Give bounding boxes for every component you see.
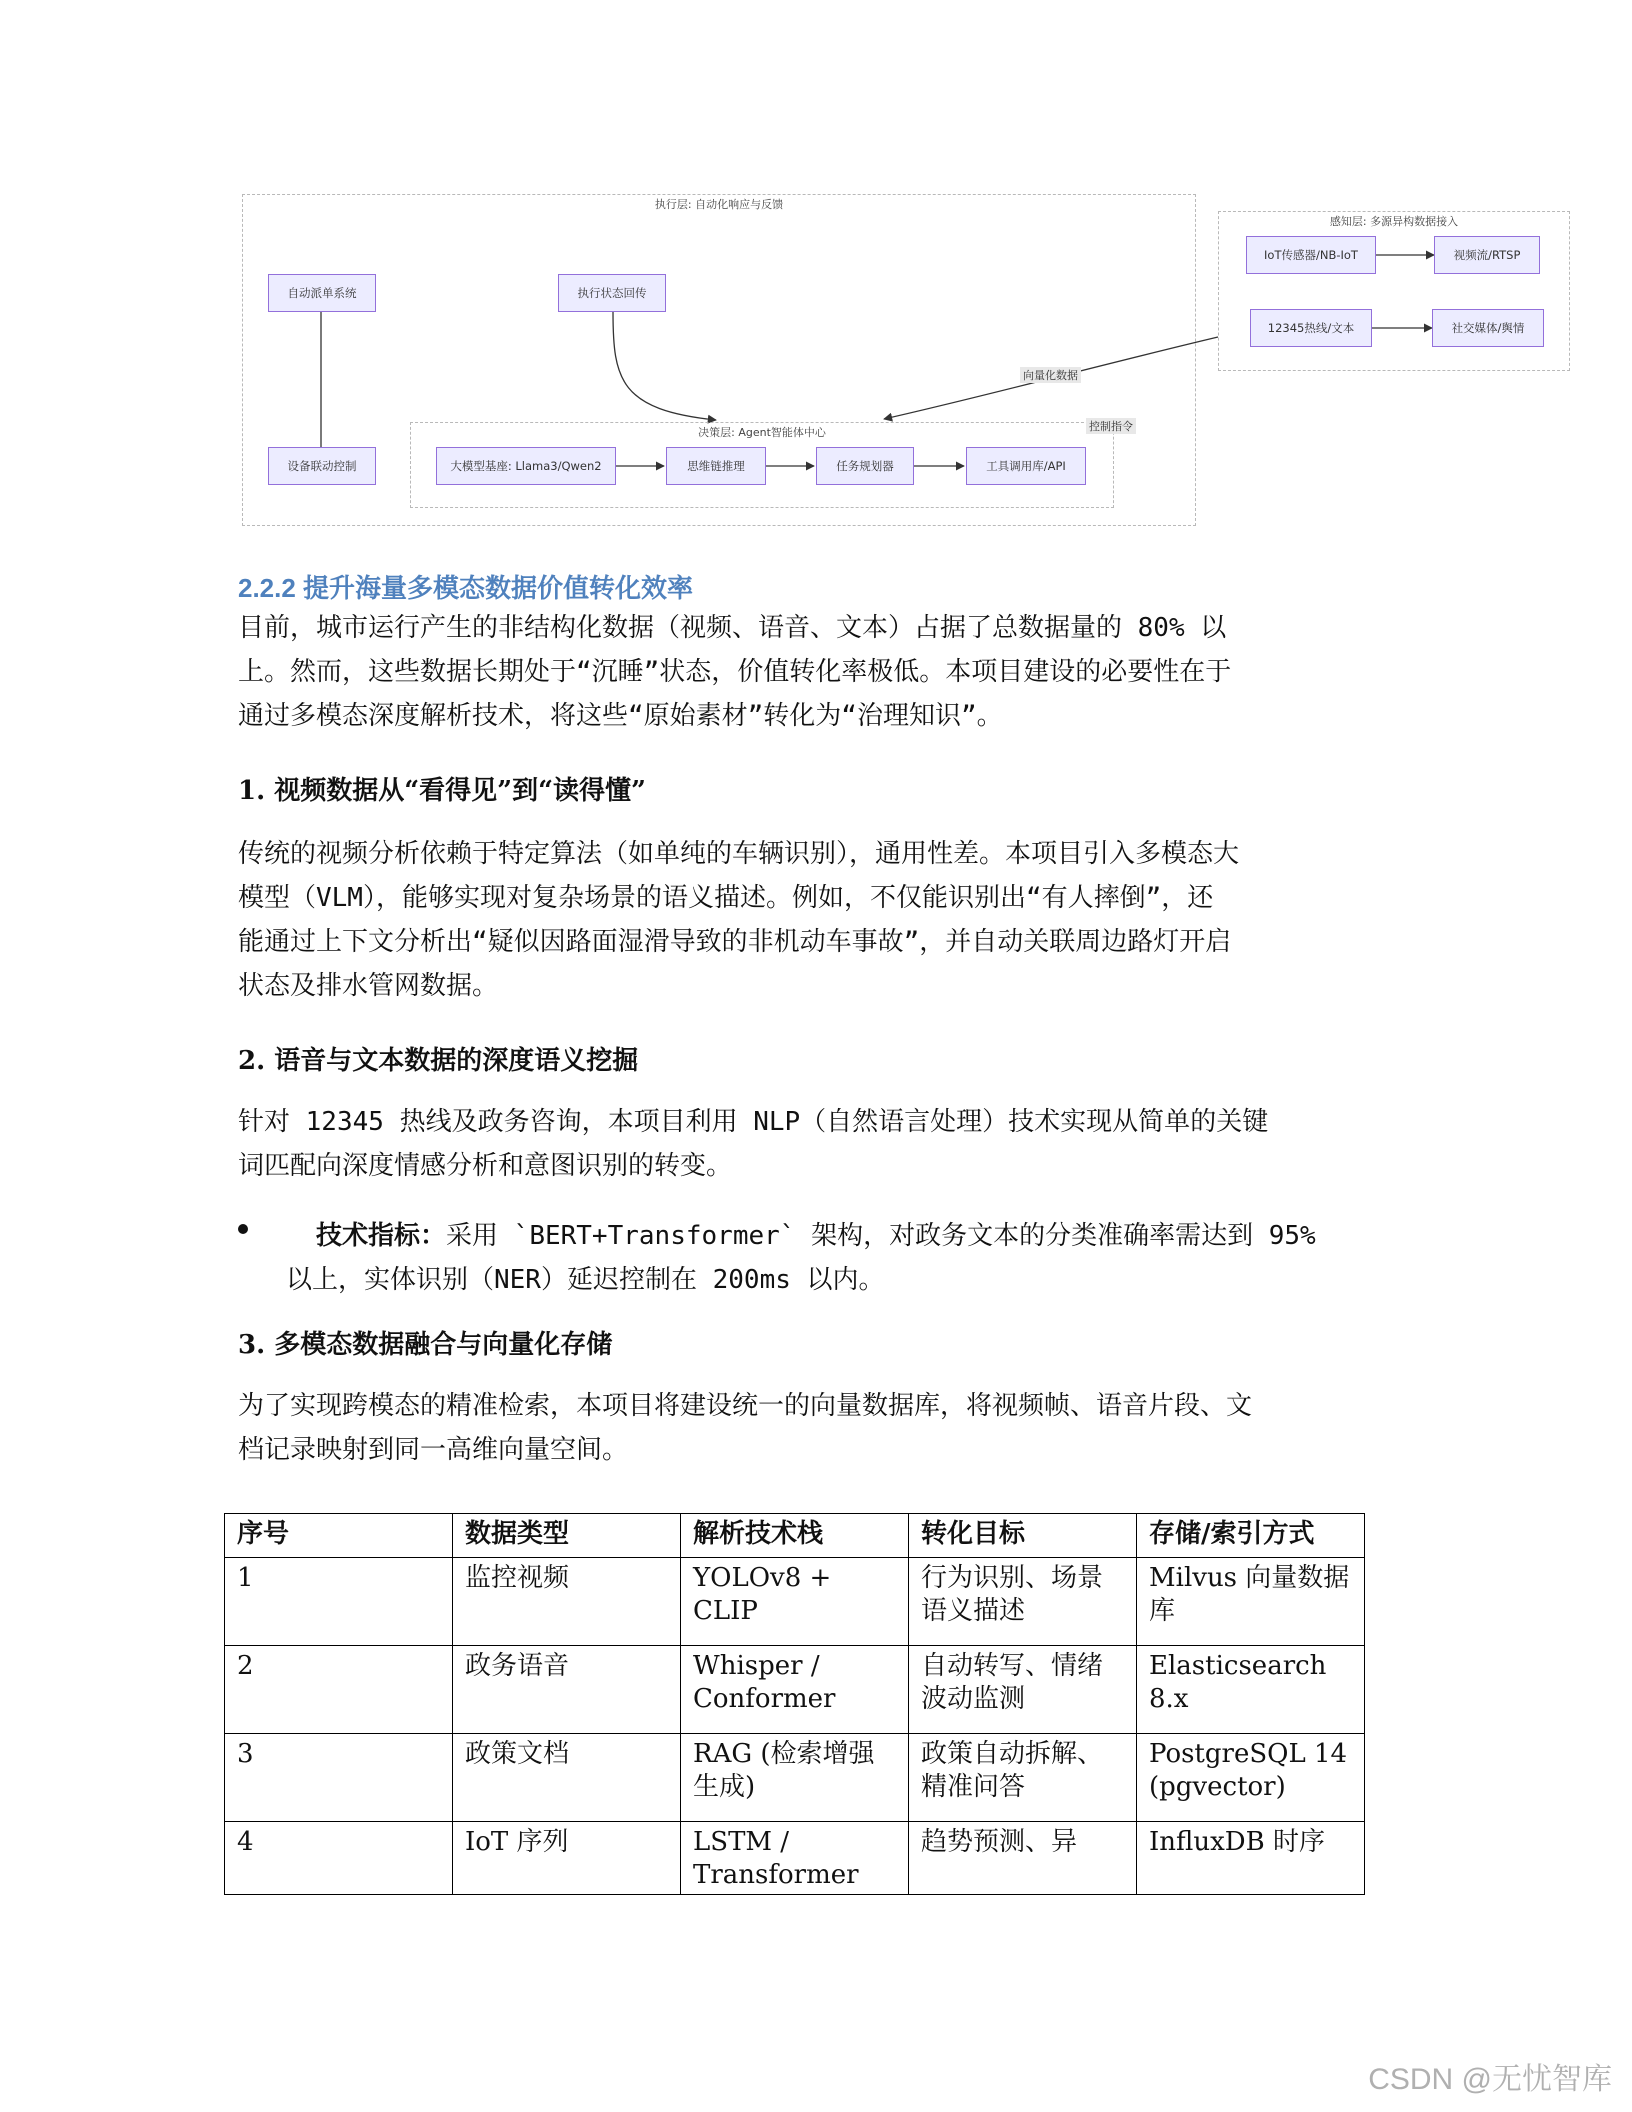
item3-line: 为了实现跨模态的精准检索，本项目将建设统一的向量数据库，将视频帧、语音片段、文 [238,1391,1253,1421]
item1-heading: 1. 视频数据从“看得见”到“读得懂” [238,776,647,806]
bullet-line-1 [286,1214,1386,1258]
bullet-text-1: 采用 `BERT+Transformer` 架构，对政务文本的分类准确率需达到 95% [446,1221,1316,1251]
node-exec-status: 执行状态回传 [558,274,666,312]
table-cell: Milvus 向量数据库 [1137,1558,1365,1646]
table-cell: LSTM / Transformer [681,1822,909,1895]
node-device-control: 设备联动控制 [268,447,376,485]
node-task-planner: 任务规划器 [816,447,914,485]
item1-line: 状态及排水管网数据。 [238,971,499,1001]
table-cell: PostgreSQL 14 (pgvector) [1137,1734,1365,1822]
table-cell: InfluxDB 时序 [1137,1822,1365,1895]
watermark: CSDN @无忧智库 [1368,2063,1612,2096]
intro-line: 目前，城市运行产生的非结构化数据（视频、语音、文本）占据了总数据量的 80% 以 [238,613,1227,643]
bullet-label: 技术指标： [316,1221,447,1251]
table-cell: 趋势预测、异 [909,1822,1137,1895]
data-table [224,1513,1365,1895]
table-header: 转化目标 [909,1514,1137,1558]
intro-paragraph [238,606,1378,738]
table-header: 存储/索引方式 [1137,1514,1365,1558]
table-cell: RAG (检索增强生成) [681,1734,909,1822]
section-heading: 2.2.2 提升海量多模态数据价值转化效率 [238,573,694,603]
item2-line: 针对 12345 热线及政务咨询，本项目利用 NLP（自然语言处理）技术实现从简单的关键 [238,1107,1269,1137]
item3-paragraph [238,1384,1378,1472]
table-cell: Elasticsearch 8.x [1137,1646,1365,1734]
table-cell: 政务语音 [453,1646,681,1734]
group-execution-title: 执行层: 自动化响应与反馈 [654,198,784,211]
edge-label-vectorized: 向量化数据 [1020,367,1081,383]
group-perception-title: 感知层: 多源异构数据接入 [1329,215,1459,228]
bullet-line-2: 以上，实体识别（NER）延迟控制在 200ms 以内。 [286,1265,885,1295]
table-cell: YOLOv8 + CLIP [681,1558,909,1646]
intro-line: 上。然而，这些数据长期处于“沉睡”状态，价值转化率极低。本项目建设的必要性在于 [238,657,1232,687]
table-header: 解析技术栈 [681,1514,909,1558]
item1-line: 传统的视频分析依赖于特定算法（如单纯的车辆识别），通用性差。本项目引入多模态大 [238,839,1240,869]
node-video-stream: 视频流/RTSP [1434,236,1540,274]
edge-label-control-cmd: 控制指令 [1086,418,1136,434]
table-cell: 监控视频 [453,1558,681,1646]
item3-heading: 3. 多模态数据融合与向量化存储 [238,1330,613,1360]
group-decision-title: 决策层: Agent智能体中心 [698,426,826,439]
node-auto-dispatch: 自动派单系统 [268,274,376,312]
item2-paragraph [238,1100,1378,1188]
node-tool-api: 工具调用库/API [966,447,1086,485]
node-llm-base: 大模型基座: Llama3/Qwen2 [436,447,616,485]
item1-line: 模型（VLM），能够实现对复杂场景的语义描述。例如，不仅能识别出“有人摔倒”，还 [238,883,1214,913]
table-row [225,1734,1365,1822]
table-header: 序号 [225,1514,453,1558]
node-cot-reasoning: 思维链推理 [666,447,766,485]
table-cell: 政策自动拆解、精准问答 [909,1734,1137,1822]
table-header: 数据类型 [453,1514,681,1558]
table-header-row [225,1514,1365,1558]
table-cell: Whisper / Conformer [681,1646,909,1734]
table-cell: 政策文档 [453,1734,681,1822]
node-social-media: 社交媒体/舆情 [1432,309,1544,347]
table-cell: 1 [225,1558,453,1646]
table-cell: IoT 序列 [453,1822,681,1895]
bullet-item [286,1214,1386,1302]
table-row [225,1822,1365,1895]
table-cell: 4 [225,1822,453,1895]
item2-heading: 2. 语音与文本数据的深度语义挖掘 [238,1046,639,1076]
table-cell: 2 [225,1646,453,1734]
item1-paragraph [238,832,1378,1008]
item3-line: 档记录映射到同一高维向量空间。 [238,1435,629,1465]
bullet-dot [238,1224,248,1234]
table-row [225,1646,1365,1734]
node-iot-sensor: IoT传感器/NB-IoT [1246,236,1376,274]
table-cell: 行为识别、场景语义描述 [909,1558,1137,1646]
table-cell: 3 [225,1734,453,1822]
item2-line: 词匹配向深度情感分析和意图识别的转变。 [238,1151,733,1181]
item1-line: 能通过上下文分析出“疑似因路面湿滑导致的非机动车事故”，并自动关联周边路灯开启 [238,927,1232,957]
node-hotline-text: 12345热线/文本 [1250,309,1372,347]
table-row [225,1558,1365,1646]
table-cell: 自动转写、情绪波动监测 [909,1646,1137,1734]
group-perception [1218,211,1570,371]
intro-line: 通过多模态深度解析技术，将这些“原始素材”转化为“治理知识”。 [238,701,1003,731]
